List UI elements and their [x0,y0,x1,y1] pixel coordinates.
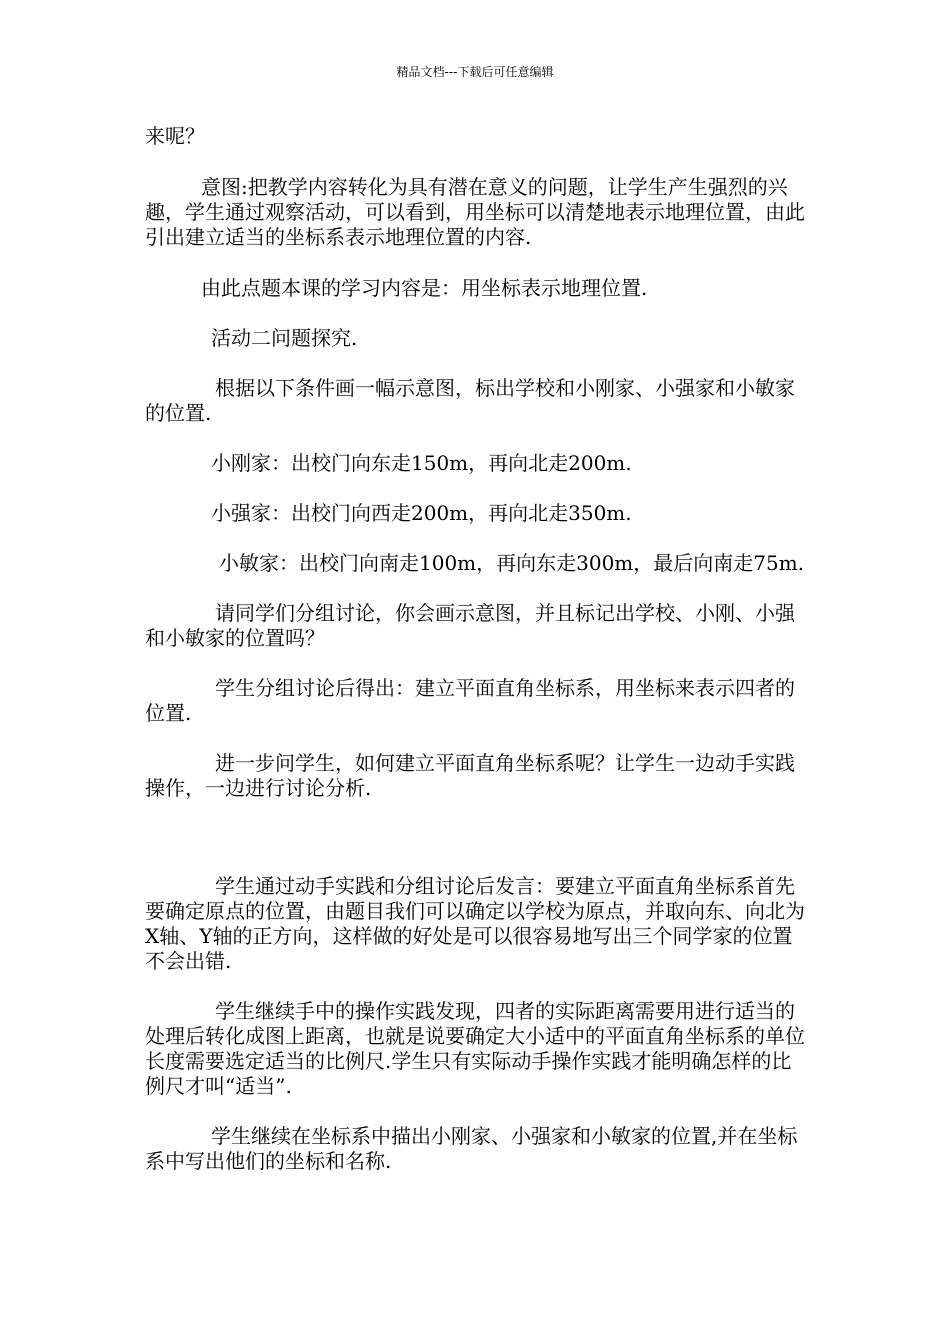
paragraph-xiaoqiang-home: 小强家：出校门向西走200m，再向北走350m. [211,501,632,525]
document-body [145,124,810,1174]
paragraph-activity-two: 活动二问题探究. [211,326,358,350]
paragraph-discussion-result: 学生分组讨论后得出：建立平面直角坐标系，用坐标来表示四者的位置. [145,676,795,725]
paragraph-xiaogang-home: 小刚家：出校门向东走150m，再向北走200m. [211,451,632,475]
paragraph-xiaomin-home: 小敏家：出校门向南走100m，再向东走300m，最后向南走75m. [219,551,805,575]
page-header: 精品文档---下载后可任意编辑 [396,65,554,79]
paragraph-scale-discovery: 学生继续手中的操作实践发现，四者的实际距离需要用进行适当的处理后转化成图上距离，也就是说要确定大小适中的平面直角坐标系的单位长度需要选定适当的比例尺.学生只有实际动手操作实践才能明确怎样的比例尺才叫“适当”. [145,999,805,1098]
paragraph-student-statement: 学生通过动手实践和分组讨论后发言：要建立平面直角坐标系首先要确定原点的位置，由题目我们可以确定以学校为原点，并取向东、向北为X轴、Y轴的正方向，这样做的好处是可以很容易地写出三个同学家的位置不会出错. [145,874,805,973]
paragraph-further-question: 进一步问学生，如何建立平面直角坐标系呢？让学生一边动手实践操作，一边进行讨论分析. [145,751,795,800]
paragraph-plot-positions: 学生继续在坐标系中描出小刚家、小强家和小敏家的位置,并在坐标系中写出他们的坐标和名称. [145,1124,798,1173]
paragraph-intent: 意图:把教学内容转化为具有潜在意义的问题，让学生产生强烈的兴趣，学生通过观察活动，可以看到，用坐标可以清楚地表示地理位置，由此引出建立适当的坐标系表示地理位置的内容. [145,175,805,249]
paragraph-task: 根据以下条件画一幅示意图，标出学校和小刚家、小强家和小敏家的位置. [145,376,795,425]
paragraph-topic: 由此点题本课的学习内容是：用坐标表示地理位置. [201,276,648,300]
paragraph-continuation: 来呢？ [145,124,205,148]
paragraph-group-discussion: 请同学们分组讨论，你会画示意图，并且标记出学校、小刚、小强和小敏家的位置吗？ [145,601,795,650]
